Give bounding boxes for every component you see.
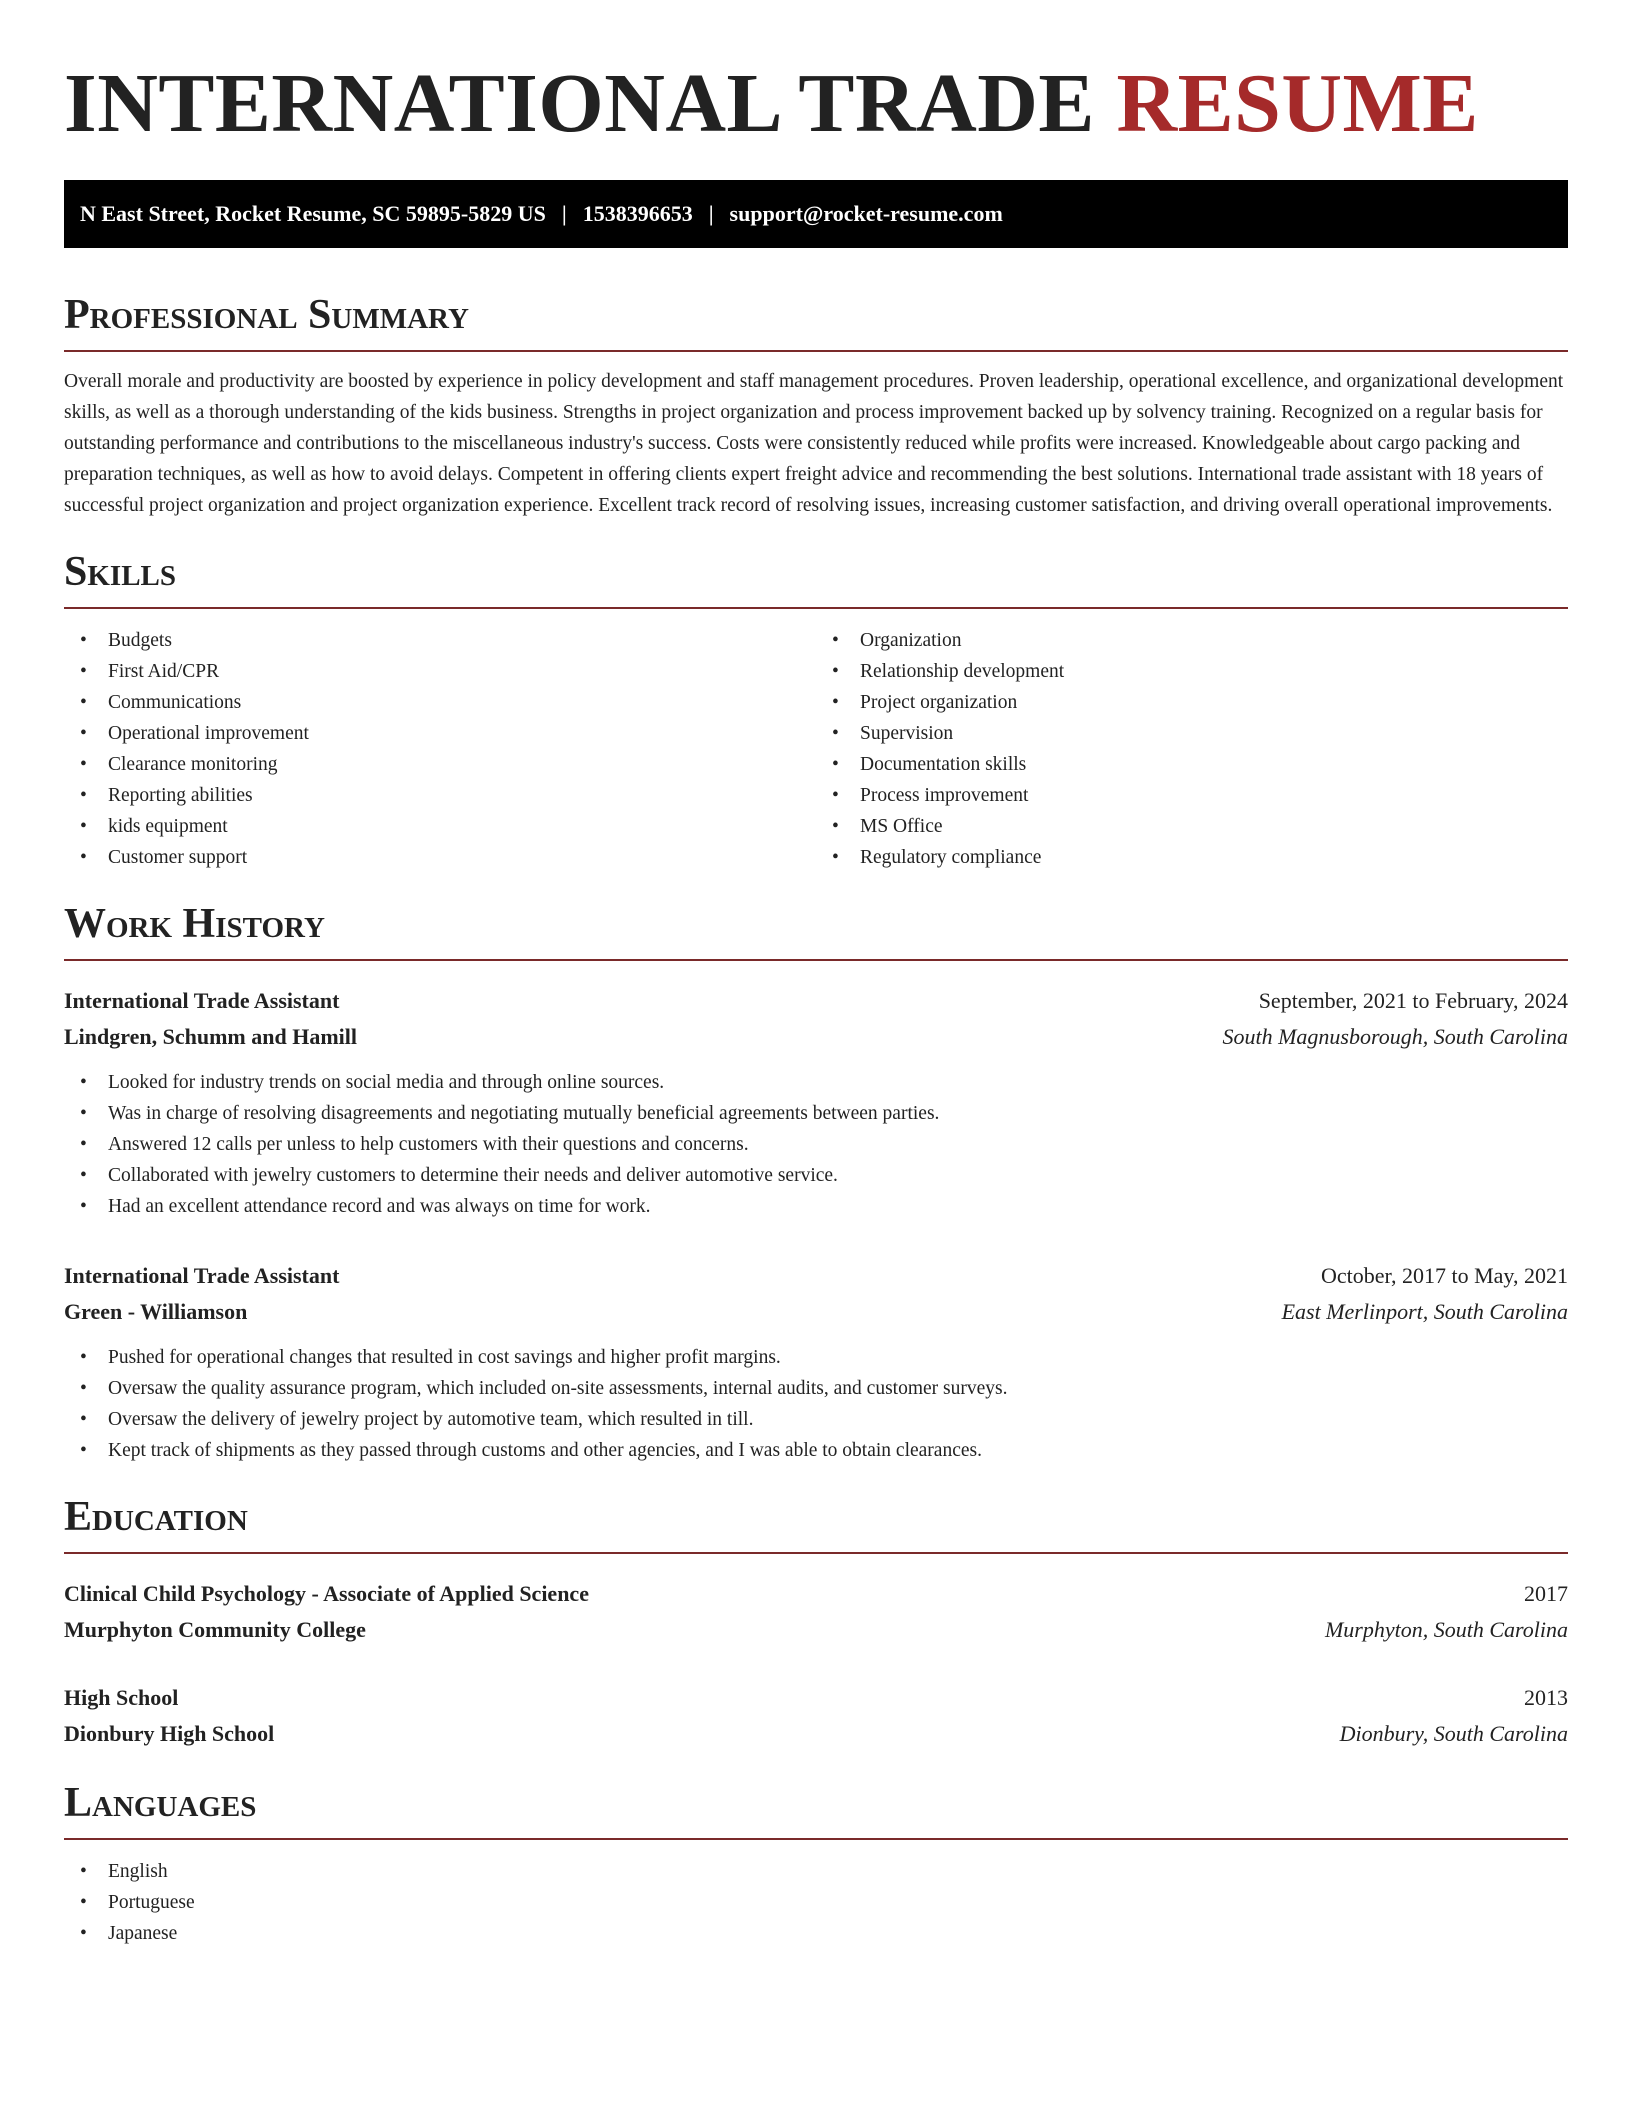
job-bullet: • Collaborated with jewelry customers to determine their needs and deliver automotive service. [108,1160,1568,1191]
skill-item: • Reporting abilities [108,780,816,811]
skills-list-left [64,625,816,873]
language-item: • Portuguese [108,1887,1568,1918]
skill-item: • First Aid/CPR [108,656,816,687]
job-company-row [64,1294,1568,1330]
education-school-row [64,1612,1568,1648]
job-company-row [64,1019,1568,1055]
job-dates: October, 2017 to May, 2021 [1321,1263,1568,1288]
education-school: Murphyton Community College [64,1617,366,1642]
education-school-row [64,1716,1568,1752]
job-header-row [64,983,1568,1019]
job-entry [64,1258,1568,1466]
job-bullet: • Kept track of shipments as they passed through customs and other agencies, and I was able to obtain clearances. [108,1435,1568,1466]
skill-item: • Project organization [860,687,1568,718]
skills-heading: Skills [64,551,1568,609]
languages-list [64,1856,1568,1949]
education-entry [64,1680,1568,1752]
skill-item: • Regulatory compliance [860,842,1568,873]
skill-item: • Supervision [860,718,1568,749]
education-school: Dionbury High School [64,1721,275,1746]
job-company: Green - Williamson [64,1299,248,1324]
education-degree-row [64,1576,1568,1612]
language-item: • English [108,1856,1568,1887]
education-year: 2017 [1524,1581,1568,1606]
skill-item: • Operational improvement [108,718,816,749]
job-header-row [64,1258,1568,1294]
work-history-section [64,903,1568,1466]
contact-bar [64,180,1568,248]
skill-item: • Organization [860,625,1568,656]
skill-item: • Budgets [108,625,816,656]
education-degree-row [64,1680,1568,1716]
job-company: Lindgren, Schumm and Hamill [64,1024,357,1049]
job-title: International Trade Assistant [64,988,340,1013]
summary-text: Overall morale and productivity are boosted by experience in policy development and staff management procedures. Proven leadership, operational excellence, and organizational development skills, as well as a thorough understanding of the kids business. Strengths in project organization and process improvement backed up by solvency training. Recognized on a regular basis for outstanding performance and contributions to the miscellaneous industry's success. Costs were consistently reduced while profits were increased. Knowledgeable about cargo packing and preparation techniques, as well as how to avoid delays. Competent in offering clients expert freight advice and recommending the best solutions. International trade assistant with 18 years of successful project organization and project organization experience. Excellent track record of resolving issues, increasing customer satisfaction, and driving overall operational improvements. [64,371,1564,516]
skill-item: • Communications [108,687,816,718]
skill-item: • Relationship development [860,656,1568,687]
education-degree: Clinical Child Psychology - Associate of Applied Science [64,1581,589,1606]
education-entry [64,1576,1568,1648]
job-bullet: • Had an excellent attendance record and was always on time for work. [108,1191,1568,1222]
job-bullet: • Looked for industry trends on social media and through online sources. [108,1067,1568,1098]
skill-item: • Documentation skills [860,749,1568,780]
contact-address: N East Street, Rocket Resume, SC 59895-5829 US [80,201,546,226]
job-dates: September, 2021 to February, 2024 [1258,988,1568,1013]
title-main: INTERNATIONAL TRADE [64,57,1095,150]
job-bullets [64,1067,1568,1222]
skill-item: • kids equipment [108,811,816,842]
job-location: South Magnusborough, South Carolina [1222,1024,1568,1049]
job-bullet: • Was in charge of resolving disagreements and negotiating mutually beneficial agreements between parties. [108,1098,1568,1129]
contact-separator: | [708,201,714,226]
job-bullet: • Answered 12 calls per unless to help customers with their questions and concerns. [108,1129,1568,1160]
title-accent: RESUME [1116,57,1479,150]
languages-heading: Languages [64,1782,1568,1840]
education-heading: Education [64,1496,1568,1554]
education-section [64,1496,1568,1752]
skills-columns [64,609,1568,873]
skill-item: • Customer support [108,842,816,873]
skill-item: • Process improvement [860,780,1568,811]
job-bullet: • Oversaw the delivery of jewelry project by automotive team, which resulted in till. [108,1404,1568,1435]
skills-list-right [816,625,1568,873]
summary-heading: Professional Summary [64,294,1568,352]
education-location: Murphyton, South Carolina [1324,1617,1568,1642]
job-title: International Trade Assistant [64,1263,340,1288]
education-location: Dionbury, South Carolina [1339,1721,1568,1746]
job-bullet: • Oversaw the quality assurance program, which included on-site assessments, internal audits, and customer surveys. [108,1373,1568,1404]
job-location: East Merlinport, South Carolina [1281,1299,1568,1324]
job-bullets [64,1342,1568,1466]
job-bullet: • Pushed for operational changes that resulted in cost savings and higher profit margins. [108,1342,1568,1373]
contact-email[interactable]: support@rocket-resume.com [729,201,1003,226]
work-history-heading: Work History [64,903,1568,961]
education-year: 2013 [1524,1685,1568,1710]
job-entry [64,983,1568,1222]
summary-section [64,294,1568,521]
skills-section [64,551,1568,873]
education-degree: High School [64,1685,179,1710]
resume-title [64,50,1568,150]
contact-separator: | [561,201,567,226]
skill-item: • Clearance monitoring [108,749,816,780]
language-item: • Japanese [108,1918,1568,1949]
contact-phone: 1538396653 [582,201,693,226]
skill-item: • MS Office [860,811,1568,842]
languages-section [64,1782,1568,1949]
